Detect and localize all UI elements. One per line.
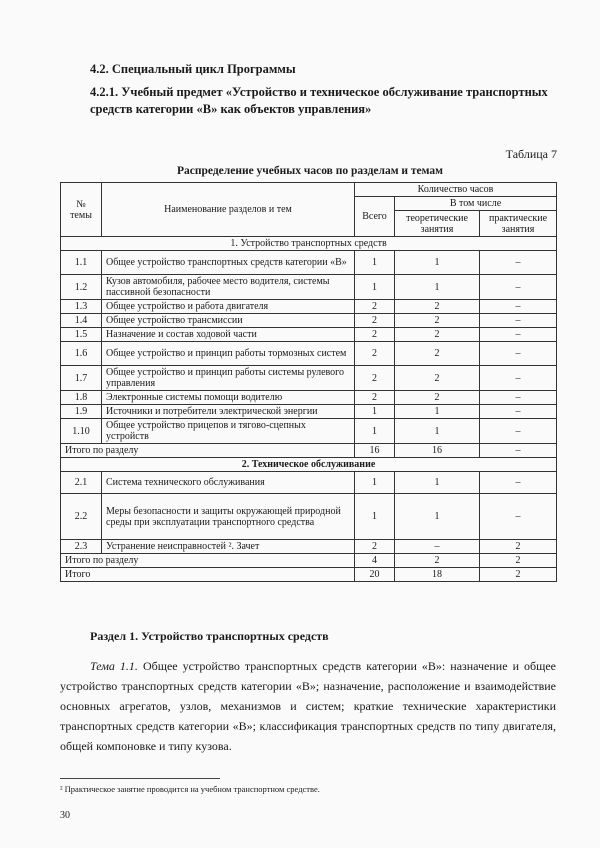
topic-number: 1.3 [61, 300, 102, 314]
total-hours: 4 [355, 554, 395, 568]
total-hours: 2 [355, 342, 395, 366]
section-1-total-row [61, 444, 557, 458]
total-label: Итого по разделу [61, 444, 355, 458]
section-1-title: 1. Устройство транспортных средств [61, 237, 557, 251]
total-hours: 2 [355, 540, 395, 554]
total-label: Итого [61, 568, 355, 582]
topic-name: Общее устройство прицепов и тягово-сцепных устройств [102, 419, 355, 444]
total-hours: 1 [355, 275, 395, 300]
practice-hours: – [480, 444, 557, 458]
topic-name: Общее устройство и принцип работы системы рулевого управления [102, 366, 355, 391]
topic-name: Общее устройство транспортных средств категории «В» [102, 251, 355, 275]
practice-hours: – [480, 275, 557, 300]
theory-hours: 1 [395, 405, 480, 419]
col-hours-header: Количество часов [355, 183, 557, 197]
theory-hours: 2 [395, 300, 480, 314]
theory-hours: 2 [395, 391, 480, 405]
total-hours: 1 [355, 251, 395, 275]
table-row [61, 314, 557, 328]
topic-name: Общее устройство и работа двигателя [102, 300, 355, 314]
topic-number: 1.10 [61, 419, 102, 444]
section-2-total-row [61, 554, 557, 568]
table-header-row [61, 183, 557, 197]
practice-hours: – [480, 472, 557, 494]
col-incl-header: В том числе [395, 197, 557, 211]
practice-hours: 2 [480, 540, 557, 554]
total-hours: 2 [355, 300, 395, 314]
table-row [61, 251, 557, 275]
practice-hours: – [480, 405, 557, 419]
topic-number: 1.9 [61, 405, 102, 419]
topic-name: Меры безопасности и защиты окружающей природной среды при эксплуатации транспортного средства [102, 494, 355, 540]
theory-hours: 2 [395, 314, 480, 328]
topic-name: Назначение и состав ходовой части [102, 328, 355, 342]
theory-hours: 1 [395, 419, 480, 444]
theory-hours: 1 [395, 472, 480, 494]
practice-hours: – [480, 494, 557, 540]
table-row [61, 494, 557, 540]
topic-name: Кузов автомобиля, рабочее место водителя, системы пассивной безопасности [102, 275, 355, 300]
col-name-header: Наименование разделов и тем [102, 183, 355, 237]
theory-hours: 2 [395, 366, 480, 391]
total-hours: 1 [355, 494, 395, 540]
practice-hours: 2 [480, 554, 557, 568]
theory-hours: 2 [395, 328, 480, 342]
theory-hours: 16 [395, 444, 480, 458]
practice-hours: – [480, 342, 557, 366]
theory-hours: 1 [395, 494, 480, 540]
footnote: ² Практическое занятие проводится на учебном транспортном средстве. [60, 784, 320, 794]
total-label: Итого по разделу [61, 554, 355, 568]
section-heading-4-2: 4.2. Специальный цикл Программы [90, 62, 296, 76]
topic-number: 1.7 [61, 366, 102, 391]
grand-total-row [61, 568, 557, 582]
table-row [61, 275, 557, 300]
total-hours: 16 [355, 444, 395, 458]
topic-number: 1.8 [61, 391, 102, 405]
section-title-row [61, 237, 557, 251]
total-hours: 1 [355, 472, 395, 494]
topic-number: 2.1 [61, 472, 102, 494]
practice-hours: – [480, 328, 557, 342]
practice-hours: – [480, 251, 557, 275]
hours-table [60, 182, 557, 582]
theory-hours: 2 [395, 554, 480, 568]
total-hours: 20 [355, 568, 395, 582]
theory-hours: 2 [395, 342, 480, 366]
table-row [61, 366, 557, 391]
total-hours: 2 [355, 328, 395, 342]
topic-number: 1.5 [61, 328, 102, 342]
topic-number: 1.2 [61, 275, 102, 300]
topic-body: Общее устройство транспортных средств категории «В»: назначение и общее устройство транспортных средств категории «В»; назначение, расположение и взаимодействие основных агрегатов, узлов, механизмов и систем; краткие технические характеристики транспортных средств категории «В»; классификация транспортных средств по типу двигателя, общей компоновке и типу кузова. [60, 659, 556, 753]
practice-hours: – [480, 300, 557, 314]
theory-hours: 1 [395, 275, 480, 300]
table-row [61, 405, 557, 419]
theory-hours: 1 [395, 251, 480, 275]
col-theory-header: теоретические занятия [395, 211, 480, 237]
table-number: Таблица 7 [505, 147, 557, 161]
theory-hours: 18 [395, 568, 480, 582]
theory-hours: – [395, 540, 480, 554]
practice-hours: – [480, 419, 557, 444]
total-hours: 1 [355, 405, 395, 419]
topic-number: 1.6 [61, 342, 102, 366]
topic-number: 1.4 [61, 314, 102, 328]
table-row [61, 419, 557, 444]
topic-name: Устранение неисправностей ². Зачет [102, 540, 355, 554]
topic-name: Общее устройство трансмиссии [102, 314, 355, 328]
footnote-rule [60, 778, 220, 779]
total-hours: 2 [355, 391, 395, 405]
table-row [61, 342, 557, 366]
table-title: Распределение учебных часов по разделам и темам [176, 165, 443, 177]
total-hours: 2 [355, 314, 395, 328]
topic-name: Источники и потребители электрической энергии [102, 405, 355, 419]
table-row [61, 391, 557, 405]
section-title: 2. Техническое обслуживание [61, 458, 557, 472]
section-title-row [61, 458, 557, 472]
page-number: 30 [60, 810, 70, 821]
topic-name: Электронные системы помощи водителю [102, 391, 355, 405]
practice-hours: – [480, 391, 557, 405]
practice-hours: – [480, 366, 557, 391]
topic-paragraph [60, 656, 556, 756]
topic-name: Общее устройство и принцип работы тормозных систем [102, 342, 355, 366]
table-row [61, 328, 557, 342]
total-hours: 2 [355, 366, 395, 391]
section-1-heading: Раздел 1. Устройство транспортных средств [90, 629, 329, 643]
topic-lead: Тема 1.1. [90, 659, 138, 673]
practice-hours: – [480, 314, 557, 328]
col-total-header: Всего [355, 197, 395, 237]
topic-number: 2.3 [61, 540, 102, 554]
subject-heading: 4.2.1. Учебный предмет «Устройство и техническое обслуживание транспортных средств категории «В» как объектов управления» [90, 85, 548, 116]
practice-hours: 2 [480, 568, 557, 582]
topic-number: 1.1 [61, 251, 102, 275]
topic-number: 2.2 [61, 494, 102, 540]
table-row [61, 472, 557, 494]
col-practice-header: практические занятия [480, 211, 557, 237]
topic-name: Система технического обслуживания [102, 472, 355, 494]
col-num-header: № темы [61, 183, 102, 237]
table-row [61, 300, 557, 314]
total-hours: 1 [355, 419, 395, 444]
table-row [61, 540, 557, 554]
